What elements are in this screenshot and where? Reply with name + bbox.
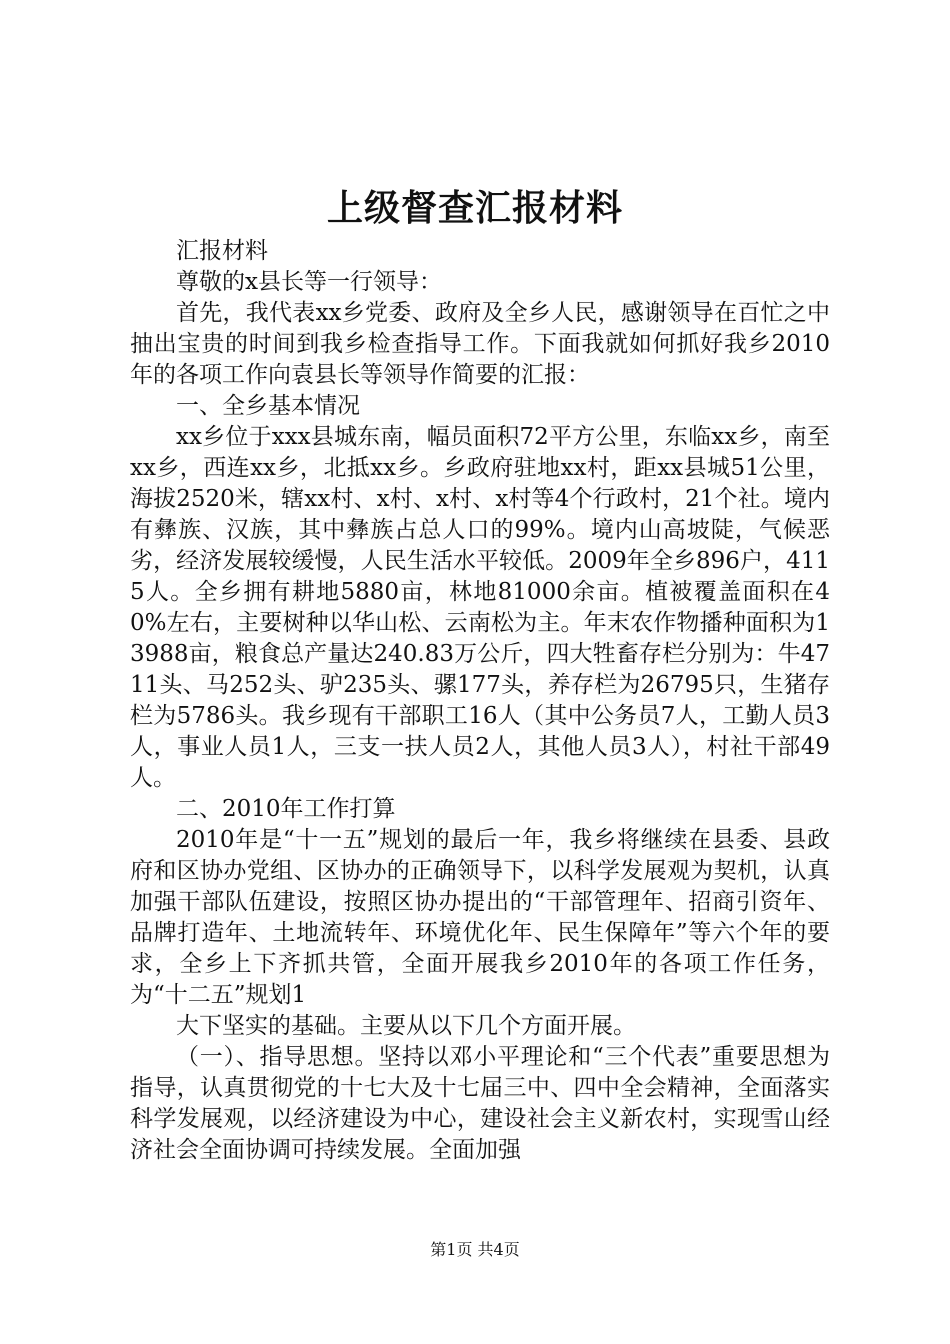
paragraph-salutation: 尊敬的x县长等一行领导： xyxy=(176,269,442,295)
section-heading-work-plan: 二、2010年工作打算 xyxy=(176,796,396,822)
paragraph-heading-label: 汇报材料 xyxy=(176,238,268,264)
paragraph-foundation: 大下坚实的基础。主要从以下几个方面开展。 xyxy=(176,1013,636,1039)
page-footer: 第1页 共4页 xyxy=(430,1240,520,1259)
paragraph-work-plan: 2010年是“十一五”规划的最后一年，我乡将继续在县委、县政府和区协办党组、区协办的正确领导下，以科学发展观为契机，认真加强干部队伍建设，按照区协办提出的“干部管理年、招商引资年、品牌打造年、土地流转年、环境优化年、民生保障年”等六个年的要求，全乡上下齐抓共管，全面开展我乡2010年的各项工作任务，为“十二五”规划1 xyxy=(130,827,830,1008)
paragraph-basic-info: xx乡位于xxx县城东南，幅员面积72平方公里，东临xx乡，南至xx乡，西连xx乡，北抵xx乡。乡政府驻地xx村，距xx县城51公里，海拔2520米，辖xx村、x村、x村、x村等4个行政村，21个社。境内有彝族、汉族，其中彝族占总人口的99%。境内山高坡陡，气候恶劣，经济发展较缓慢，人民生活水平较低。2009年全乡896户，4115人。全乡拥有耕地5880亩，林地81000余亩。植被覆盖面积在40%左右，主要树种以华山松、云南松为主。年末农作物播种面积为13988亩，粮食总产量达240.83万公斤，四大牲畜存栏分别为：牛4711头、马252头、驴235头、骡177头，养存栏为26795只，生猪存栏为5786头。我乡现有干部职工16人（其中公务员7人，工勤人员3人，事业人员1人，三支一扶人员2人，其他人员3人），村社干部49人。 xyxy=(130,424,830,791)
section-heading-basic-info: 一、全乡基本情况 xyxy=(176,393,360,419)
paragraph-intro: 首先，我代表xx乡党委、政府及全乡人民，感谢领导在百忙之中抽出宝贵的时间到我乡检查指导工作。下面我就如何抓好我乡2010年的各项工作向袁县长等领导作简要的汇报： xyxy=(130,300,830,388)
document-body xyxy=(130,236,830,1166)
document-title: 上级督查汇报材料 xyxy=(326,187,623,229)
paragraph-guiding-ideology: （一）、指导思想。坚持以邓小平理论和“三个代表”重要思想为指导，认真贯彻党的十七大及十七届三中、四中全会精神，全面落实科学发展观，以经济建设为中心，建设社会主义新农村，实现雪山经济社会全面协调可持续发展。全面加强 xyxy=(130,1044,830,1163)
